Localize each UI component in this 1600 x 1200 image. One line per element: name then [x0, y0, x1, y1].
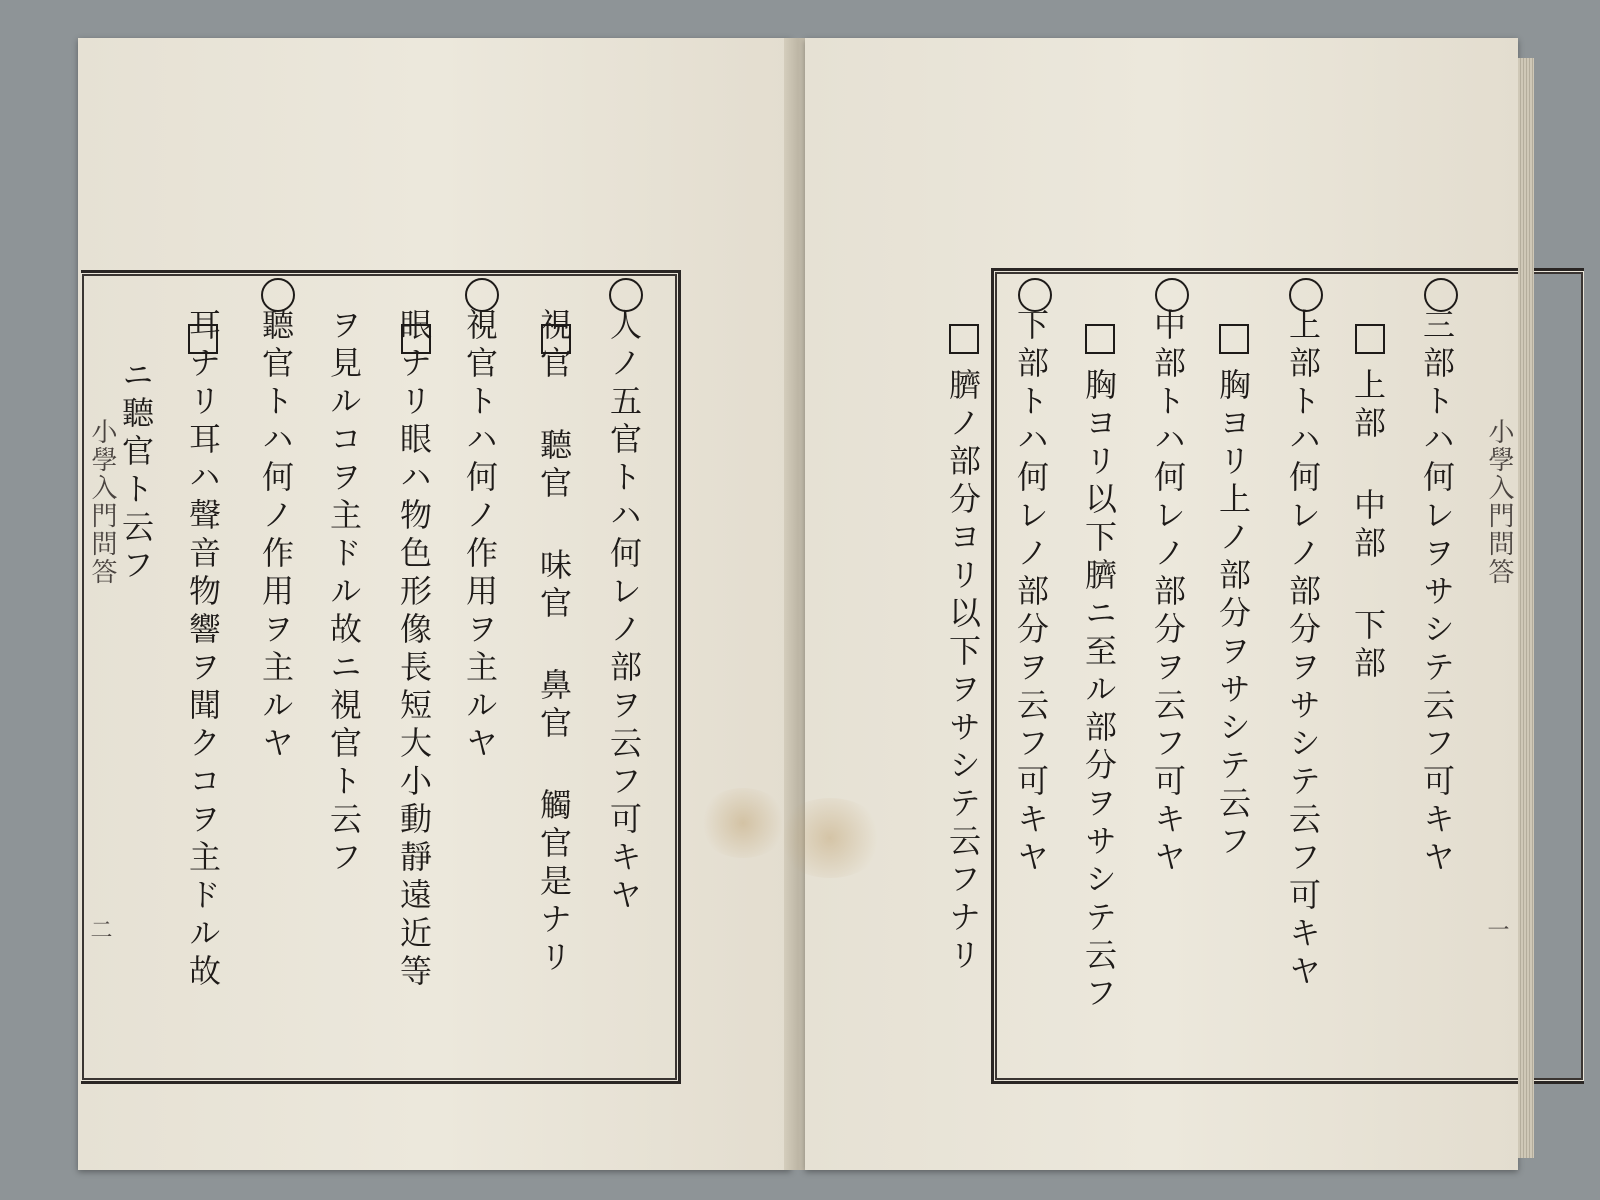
text-column: 人ノ五官トハ何レノ部ヲ云フ可キヤ	[605, 308, 643, 916]
text-column: 視官 聽官 味官 鼻官 觸官是ナリ	[535, 308, 573, 978]
paper-stain	[698, 788, 788, 858]
right-margin-title: 小學入門問答	[1484, 418, 1514, 586]
text-column: 胸ヨリ上ノ部分ヲサシテ云フ	[1214, 368, 1252, 862]
question-marker	[1289, 278, 1323, 312]
text-column: 三部トハ何レヲサシテ云フ可キヤ	[1418, 308, 1456, 878]
left-text-frame	[81, 270, 681, 1084]
question-marker	[1018, 278, 1052, 312]
question-marker	[1424, 278, 1458, 312]
right-page	[805, 38, 1518, 1170]
page-edges	[1518, 58, 1534, 1158]
question-marker	[609, 278, 643, 312]
text-column: 臍ノ部分ヨリ以下ヲサシテ云フナリ	[944, 368, 982, 976]
text-column: 上部 中部 下部	[1349, 368, 1387, 684]
answer-marker	[1085, 324, 1115, 354]
text-column: 眼ナリ眼ハ物色形像長短大小動靜遠近等	[395, 308, 433, 992]
answer-marker	[949, 324, 979, 354]
text-column: ヲ見ルコヲ主ドル故ニ視官ト云フ	[325, 308, 363, 878]
question-marker	[261, 278, 295, 312]
text-column: 耳ナリ耳ハ聲音物響ヲ聞クコヲ主ドル故	[184, 308, 222, 992]
open-book	[78, 38, 1518, 1170]
text-column: 胸ヨリ以下臍ニ至ル部分ヲサシテ云フ	[1080, 368, 1118, 1014]
right-folio: 一	[1484, 918, 1509, 940]
text-column: 中部トハ何レノ部分ヲ云フ可キヤ	[1149, 308, 1187, 878]
question-marker	[1155, 278, 1189, 312]
text-column: 視官トハ何ノ作用ヲ主ルヤ	[461, 308, 499, 764]
left-margin-title: 小學入門問答	[87, 418, 117, 586]
text-column: 聽官トハ何ノ作用ヲ主ルヤ	[257, 308, 295, 764]
question-marker	[465, 278, 499, 312]
text-column: 上部トハ何レノ部分ヲサシテ云フ可キヤ	[1284, 308, 1322, 992]
answer-marker	[1355, 324, 1385, 354]
text-column: 下部トハ何レノ部分ヲ云フ可キヤ	[1012, 308, 1050, 878]
paper-stain	[775, 798, 885, 878]
answer-marker	[1219, 324, 1249, 354]
left-folio: 二	[87, 918, 112, 940]
left-page	[78, 38, 791, 1170]
text-column: ニ聽官ト云フ	[117, 358, 155, 586]
